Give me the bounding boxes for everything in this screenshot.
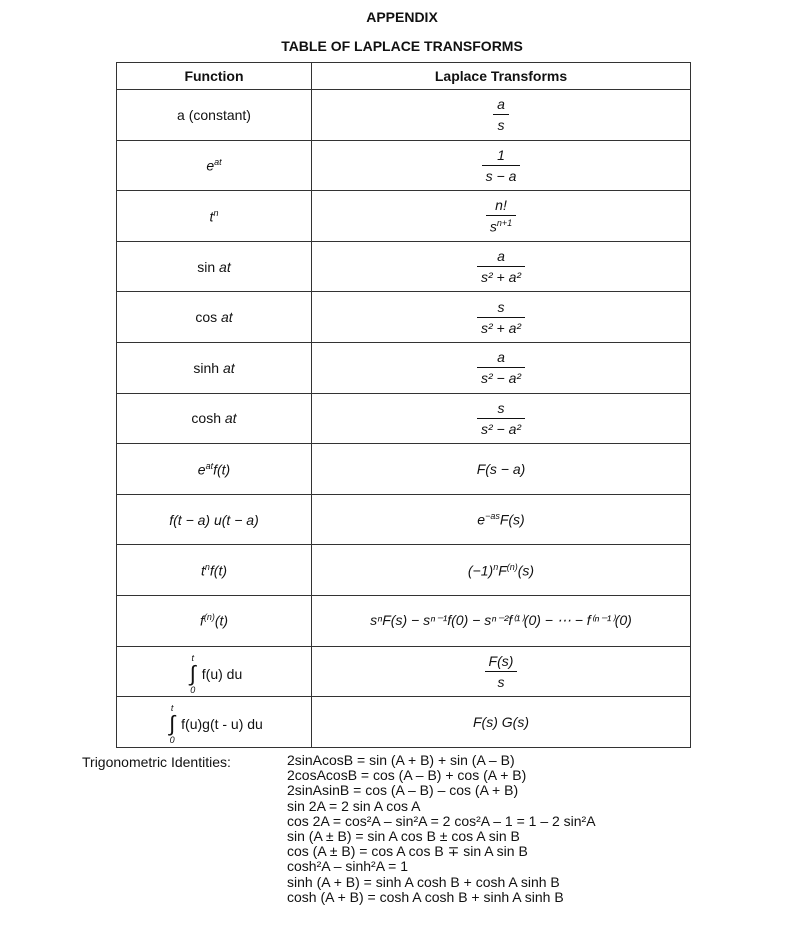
integral-lower-limit: 0: [169, 735, 175, 746]
table-row: [117, 595, 691, 646]
fn-rest: f(t): [213, 461, 231, 478]
numerator: s: [497, 298, 505, 315]
column-header-function: Function: [117, 63, 312, 90]
denominator: s² + a²: [477, 317, 525, 336]
trig-identity: sin (A ± B) = sin A cos B ± cos A sin B: [287, 828, 520, 845]
numerator: s: [497, 399, 505, 416]
trig-identity: cos 2A = cos²A – sin²A = 2 cos²A – 1 = 1 – 2 sin²A: [287, 812, 596, 829]
fraction: [486, 197, 516, 235]
transform-cell: [312, 191, 691, 242]
table-title: TABLE OF LAPLACE TRANSFORMS: [281, 38, 523, 54]
fn-argument: at: [222, 359, 235, 376]
numerator: a: [497, 349, 505, 366]
transform-cell: [312, 90, 691, 141]
fraction: [485, 653, 518, 690]
den-superscript: n+1: [496, 218, 513, 229]
tr-base: (−1): [467, 562, 494, 579]
integrand: f(u) du: [201, 665, 243, 682]
fn-base: e: [206, 157, 215, 174]
transform-cell: F(s − a): [312, 444, 691, 495]
fn-name: cosh: [191, 410, 225, 427]
fn-base: e: [197, 461, 206, 478]
tr-function: F: [498, 562, 507, 579]
denominator: s² − a²: [477, 367, 525, 386]
integral-lower-limit: 0: [190, 684, 196, 695]
trig-identity: 2cosAcosB = cos (A – B) + cos (A + B): [287, 767, 527, 784]
tr-superscript: n: [493, 561, 499, 572]
function-cell: [117, 342, 312, 393]
laplace-table: [116, 62, 691, 748]
integral-upper-limit: t: [170, 703, 174, 714]
numerator: a: [497, 248, 505, 265]
table-row: [117, 494, 691, 545]
denominator: s − a: [482, 165, 521, 184]
transform-cell: [312, 393, 691, 444]
function-cell: [117, 646, 312, 697]
fn-superscript: n: [204, 561, 210, 572]
denominator: s² + a²: [477, 266, 525, 285]
table-row: [117, 393, 691, 444]
fn-base: t: [200, 562, 205, 579]
table-row: [117, 241, 691, 292]
integral-sign-icon: ∫: [189, 660, 196, 686]
fn-rest: f(t): [209, 562, 227, 579]
fraction: [477, 299, 525, 336]
integral: [186, 653, 200, 695]
transform-cell: [312, 545, 691, 596]
fraction: [477, 400, 525, 437]
fn-argument: at: [221, 309, 233, 326]
denominator: s: [485, 671, 518, 690]
fn-name: sin: [197, 258, 220, 275]
table-row: [117, 191, 691, 242]
fn-base: f: [199, 613, 204, 630]
tr-rest: F(s): [499, 511, 525, 528]
integral-upper-limit: t: [191, 652, 195, 663]
column-header-transform: Laplace Transforms: [312, 63, 691, 90]
trig-identity: cosh (A + B) = cosh A cosh B + sinh A sinh B: [287, 888, 564, 905]
fn-superscript: at: [205, 460, 214, 471]
tr-base: e: [477, 511, 486, 528]
numerator: n!: [495, 197, 507, 214]
fn-name: sinh: [193, 359, 223, 376]
fn-superscript: n: [213, 207, 219, 218]
fn-rest: (t): [214, 613, 229, 630]
den-base: s: [489, 218, 497, 235]
trig-identity: cosh²A – sinh²A = 1: [287, 858, 409, 875]
table-row: [117, 140, 691, 191]
table-row: [117, 292, 691, 343]
transform-cell: [312, 292, 691, 343]
table-row: [117, 697, 691, 748]
tr-superscript: −as: [485, 511, 500, 522]
fraction: [477, 248, 525, 285]
tr-rest: (s): [517, 562, 535, 579]
transform-cell: [312, 494, 691, 545]
trig-identities-label: Trigonometric Identities:: [82, 754, 231, 770]
function-cell: [117, 595, 312, 646]
transform-cell: [312, 646, 691, 697]
tr-superscript-2: (n): [506, 561, 518, 572]
integral: [165, 703, 179, 745]
function-cell: [117, 191, 312, 242]
numerator: F(s): [488, 652, 514, 669]
numerator: a: [497, 96, 505, 113]
fraction: [482, 147, 521, 184]
integral-expression: [165, 703, 263, 745]
function-cell: [117, 444, 312, 495]
function-cell: a (constant): [117, 90, 312, 141]
trig-identity: sinh (A + B) = sinh A cosh B + cosh A sinh B: [287, 873, 560, 890]
denominator: [486, 215, 516, 235]
fn-argument: at: [224, 410, 237, 427]
table-header-row: [117, 63, 691, 90]
trig-identity: 2sinAsinB = cos (A – B) – cos (A + B): [287, 782, 519, 799]
table-row: [117, 646, 691, 697]
fraction: [477, 349, 525, 386]
transform-cell: [312, 241, 691, 292]
fraction: [493, 96, 509, 133]
function-cell: [117, 697, 312, 748]
fn-base: t: [209, 208, 214, 225]
denominator: s² − a²: [477, 418, 525, 437]
function-cell: [117, 241, 312, 292]
numerator: 1: [497, 146, 505, 163]
function-cell: [117, 140, 312, 191]
table-row: [117, 444, 691, 495]
denominator: s: [493, 114, 509, 133]
table-row: [117, 342, 691, 393]
integral-sign-icon: ∫: [169, 711, 176, 737]
table-row: [117, 545, 691, 596]
table-row: [117, 90, 691, 141]
integral-expression: [186, 653, 243, 695]
transform-cell: sⁿF(s) − sⁿ⁻¹f(0) − sⁿ⁻²f⁽¹⁾(0) − ⋯ − f⁽ⁿ⁻¹⁾(0): [312, 595, 691, 646]
integrand: f(u)g(t - u) du: [181, 716, 263, 733]
function-cell: [117, 545, 312, 596]
fn-superscript: at: [214, 157, 222, 168]
function-cell: [117, 393, 312, 444]
transform-cell: F(s) G(s): [312, 697, 691, 748]
fn-argument: at: [219, 258, 231, 275]
fn-superscript: (n): [203, 612, 215, 623]
fn-name: cos: [195, 309, 221, 326]
appendix-heading: APPENDIX: [366, 9, 438, 25]
transform-cell: [312, 140, 691, 191]
function-cell: [117, 292, 312, 343]
trig-identity: cos (A ± B) = cos A cos B ∓ sin A sin B: [287, 843, 528, 860]
trig-identity: sin 2A = 2 sin A cos A: [287, 797, 421, 814]
trig-identities-list: [287, 753, 596, 905]
trig-identity: 2sinAcosB = sin (A + B) + sin (A – B): [287, 752, 515, 768]
function-cell: f(t − a) u(t − a): [117, 494, 312, 545]
transform-cell: [312, 342, 691, 393]
